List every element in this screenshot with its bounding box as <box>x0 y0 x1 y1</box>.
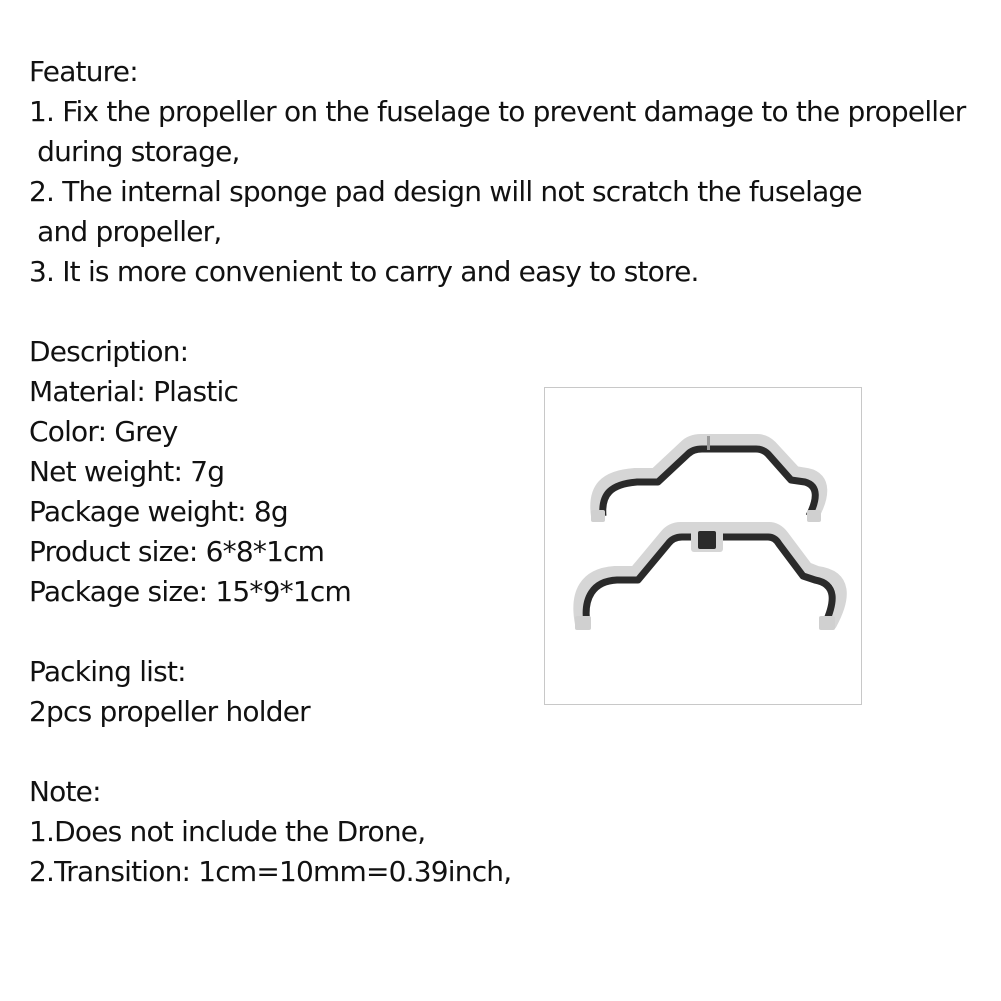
note-item-2: 2.Transition: 1cm=10mm=0.39inch, <box>29 855 512 888</box>
product-size-spec: Product size: 6*8*1cm <box>29 535 325 568</box>
feature-item-3: 3. It is more convenient to carry and easy to store. <box>29 255 699 288</box>
material-spec: Material: Plastic <box>29 375 239 408</box>
color-spec: Color: Grey <box>29 415 178 448</box>
package-size-spec: Package size: 15*9*1cm <box>29 575 351 608</box>
propeller-holder-image <box>545 388 863 706</box>
note-item-1: 1.Does not include the Drone, <box>29 815 426 848</box>
feature-item-2-continued: and propeller, <box>29 215 222 248</box>
propeller-holder-top <box>591 436 821 522</box>
note-heading: Note: <box>29 775 101 808</box>
feature-item-2: 2. The internal sponge pad design will not scratch the fuselage <box>29 175 862 208</box>
package-weight-spec: Package weight: 8g <box>29 495 288 528</box>
description-heading: Description: <box>29 335 189 368</box>
packing-list-heading: Packing list: <box>29 655 186 688</box>
feature-heading: Feature: <box>29 55 138 88</box>
product-image-frame <box>544 387 862 705</box>
spacer <box>29 292 979 332</box>
feature-item-1-continued: during storage, <box>29 135 240 168</box>
spacer <box>29 732 979 772</box>
feature-item-1: 1. Fix the propeller on the fuselage to prevent damage to the propeller <box>29 95 966 128</box>
net-weight-spec: Net weight: 7g <box>29 455 225 488</box>
propeller-holder-bottom <box>575 524 841 630</box>
packing-list-item: 2pcs propeller holder <box>29 695 310 728</box>
